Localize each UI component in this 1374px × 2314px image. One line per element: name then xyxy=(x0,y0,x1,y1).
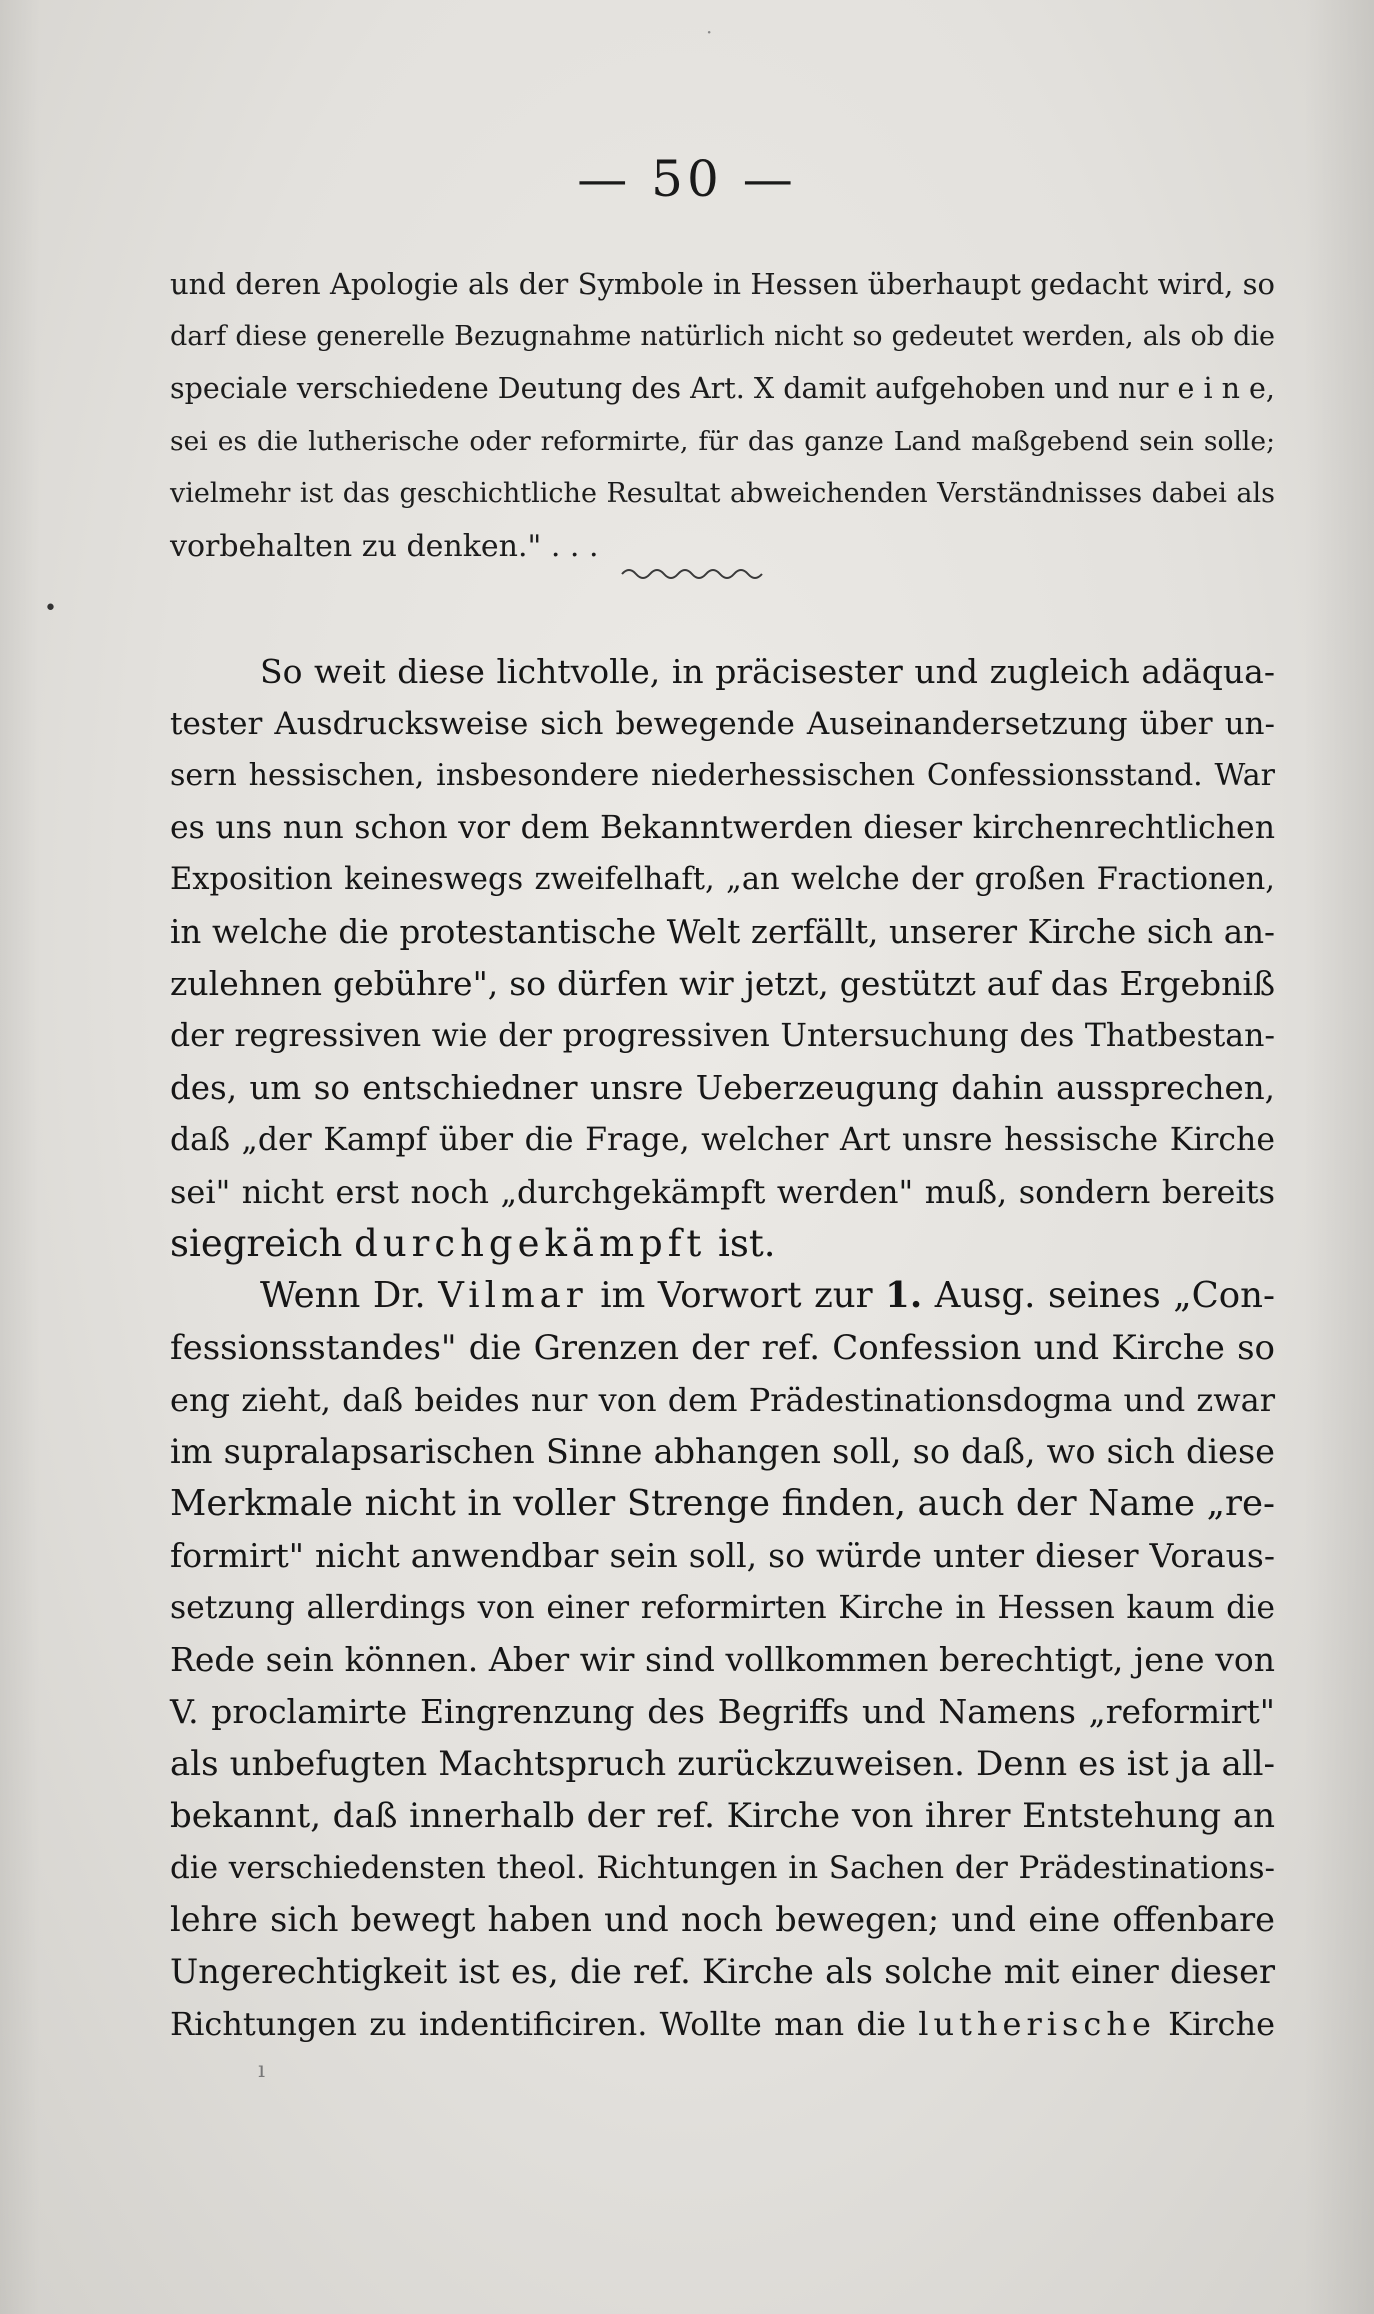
emphasis-spaced: Vilmar xyxy=(438,1275,588,1316)
left-edge-shadow xyxy=(0,0,40,2314)
body-line: zulehnen gebühre", so dürfen wir jetzt, gestützt auf das Ergebniß xyxy=(170,964,1275,1003)
body-line: So weit diese lichtvolle, in präcisester und zugleich adäqua- xyxy=(260,652,1275,691)
body-line: es uns nun schon vor dem Bekanntwerden dieser kirchenrechtlichen xyxy=(170,810,1275,846)
quote-line: speciale verschiedene Deutung des Art. X damit aufgehoben und nur e i n e, xyxy=(170,372,1275,405)
text-run-bold: 1. xyxy=(885,1275,923,1316)
body-line: als unbefugten Machtspruch zurückzuweisen. Denn es ist ja all- xyxy=(170,1744,1275,1784)
body-line: Rede sein können. Aber wir sind vollkommen berechtigt, jene von xyxy=(170,1640,1275,1679)
body-line: eng zieht, daß beides nur von dem Prädestinationsdogma und zwar xyxy=(170,1381,1275,1419)
text-run: Wenn xyxy=(260,1275,373,1316)
body-line: formirt" nicht anwendbar sein soll, so würde unter dieser Voraus- xyxy=(170,1536,1275,1575)
body-line: bekannt, daß innerhalb der ref. Kirche von ihrer Entstehung an xyxy=(170,1796,1275,1836)
quote-line: darf diese generelle Bezugnahme natürlich nicht so gedeutet werden, als ob die xyxy=(170,320,1275,352)
body-line: V. proclamirte Eingrenzung des Begriffs und Namens „reformirt" xyxy=(170,1692,1275,1731)
body-line xyxy=(170,1270,1275,1322)
emphasis-spaced: durchgekämpft xyxy=(354,1222,707,1265)
body-line xyxy=(170,1218,1275,1270)
body-line xyxy=(170,1998,1275,2050)
page-number: — 50 — xyxy=(577,150,797,208)
body-line: Merkmale nicht in voller Strenge finden, auch der Name „re- xyxy=(170,1483,1275,1524)
separator-ornament xyxy=(620,560,770,580)
body-line: in welche die protestantische Welt zerfällt, unserer Kirche sich an- xyxy=(170,913,1275,951)
main-text xyxy=(170,646,1275,2050)
quote-line: sei es die lutherische oder reformirte, für das ganze Land maßgebend sein solle; xyxy=(170,425,1275,457)
text-run: im Vorwort zur xyxy=(587,1275,886,1316)
paper-speck: · xyxy=(706,20,713,44)
body-line: die verschiedensten theol. Richtungen in Sachen der Prädestinations- xyxy=(170,1850,1275,1886)
text-run: siegreich xyxy=(170,1222,355,1265)
body-line: des, um so entschiedner unsre Ueberzeugung dahin aussprechen, xyxy=(170,1069,1275,1107)
text-run: Ausg. seines „Con- xyxy=(922,1275,1275,1316)
quoted-passage xyxy=(170,258,1275,573)
text-run: Kirche xyxy=(1155,2005,1276,2043)
text-run: Dr. xyxy=(372,1275,439,1316)
body-line: setzung allerdings von einer reformirten Kirche in Hessen kaum die xyxy=(170,1590,1275,1626)
quote-line: vorbehalten zu denken." . . . xyxy=(170,528,599,564)
body-line: Exposition keineswegs zweifelhaft, „an welche der großen Fractionen, xyxy=(170,862,1275,897)
text-run: ist. xyxy=(706,1222,776,1265)
body-line: fessionsstandes" die Grenzen der ref. Confession und Kirche so xyxy=(170,1328,1275,1368)
paper-speck: ı xyxy=(258,2058,266,2083)
body-line: lehre sich bewegt haben und noch bewegen; und eine offenbare xyxy=(170,1900,1275,1939)
body-line: tester Ausdrucksweise sich bewegende Auseinandersetzung über un- xyxy=(170,706,1275,742)
quote-line: vielmehr ist das geschichtliche Resultat abweichenden Verständnisses dabei als xyxy=(170,478,1275,509)
margin-mark: • xyxy=(44,596,57,621)
text-run: Richtungen zu indentificiren. Wollte man die xyxy=(170,2005,919,2043)
body-line: sern hessischen, insbesondere niederhessischen Confessionsstand. War xyxy=(170,758,1275,793)
body-line: der regressiven wie der progressiven Untersuchung des Thatbestan- xyxy=(170,1018,1275,1054)
emphasis-spaced: lutherische xyxy=(918,2005,1156,2043)
quote-line: und deren Apologie als der Symbole in Hessen überhaupt gedacht wird, so xyxy=(170,267,1275,301)
body-line: sei" nicht erst noch „durchgekämpft werden" muß, sondern bereits xyxy=(170,1173,1275,1211)
right-edge-shadow xyxy=(1304,0,1374,2314)
body-line: daß „der Kampf über die Frage, welcher Art unsre hessische Kirche xyxy=(170,1122,1275,1158)
body-line: im supralapsarischen Sinne abhangen soll, so daß, wo sich diese xyxy=(170,1432,1275,1471)
body-line: Ungerechtigkeit ist es, die ref. Kirche als solche mit einer dieser xyxy=(170,1952,1275,1991)
